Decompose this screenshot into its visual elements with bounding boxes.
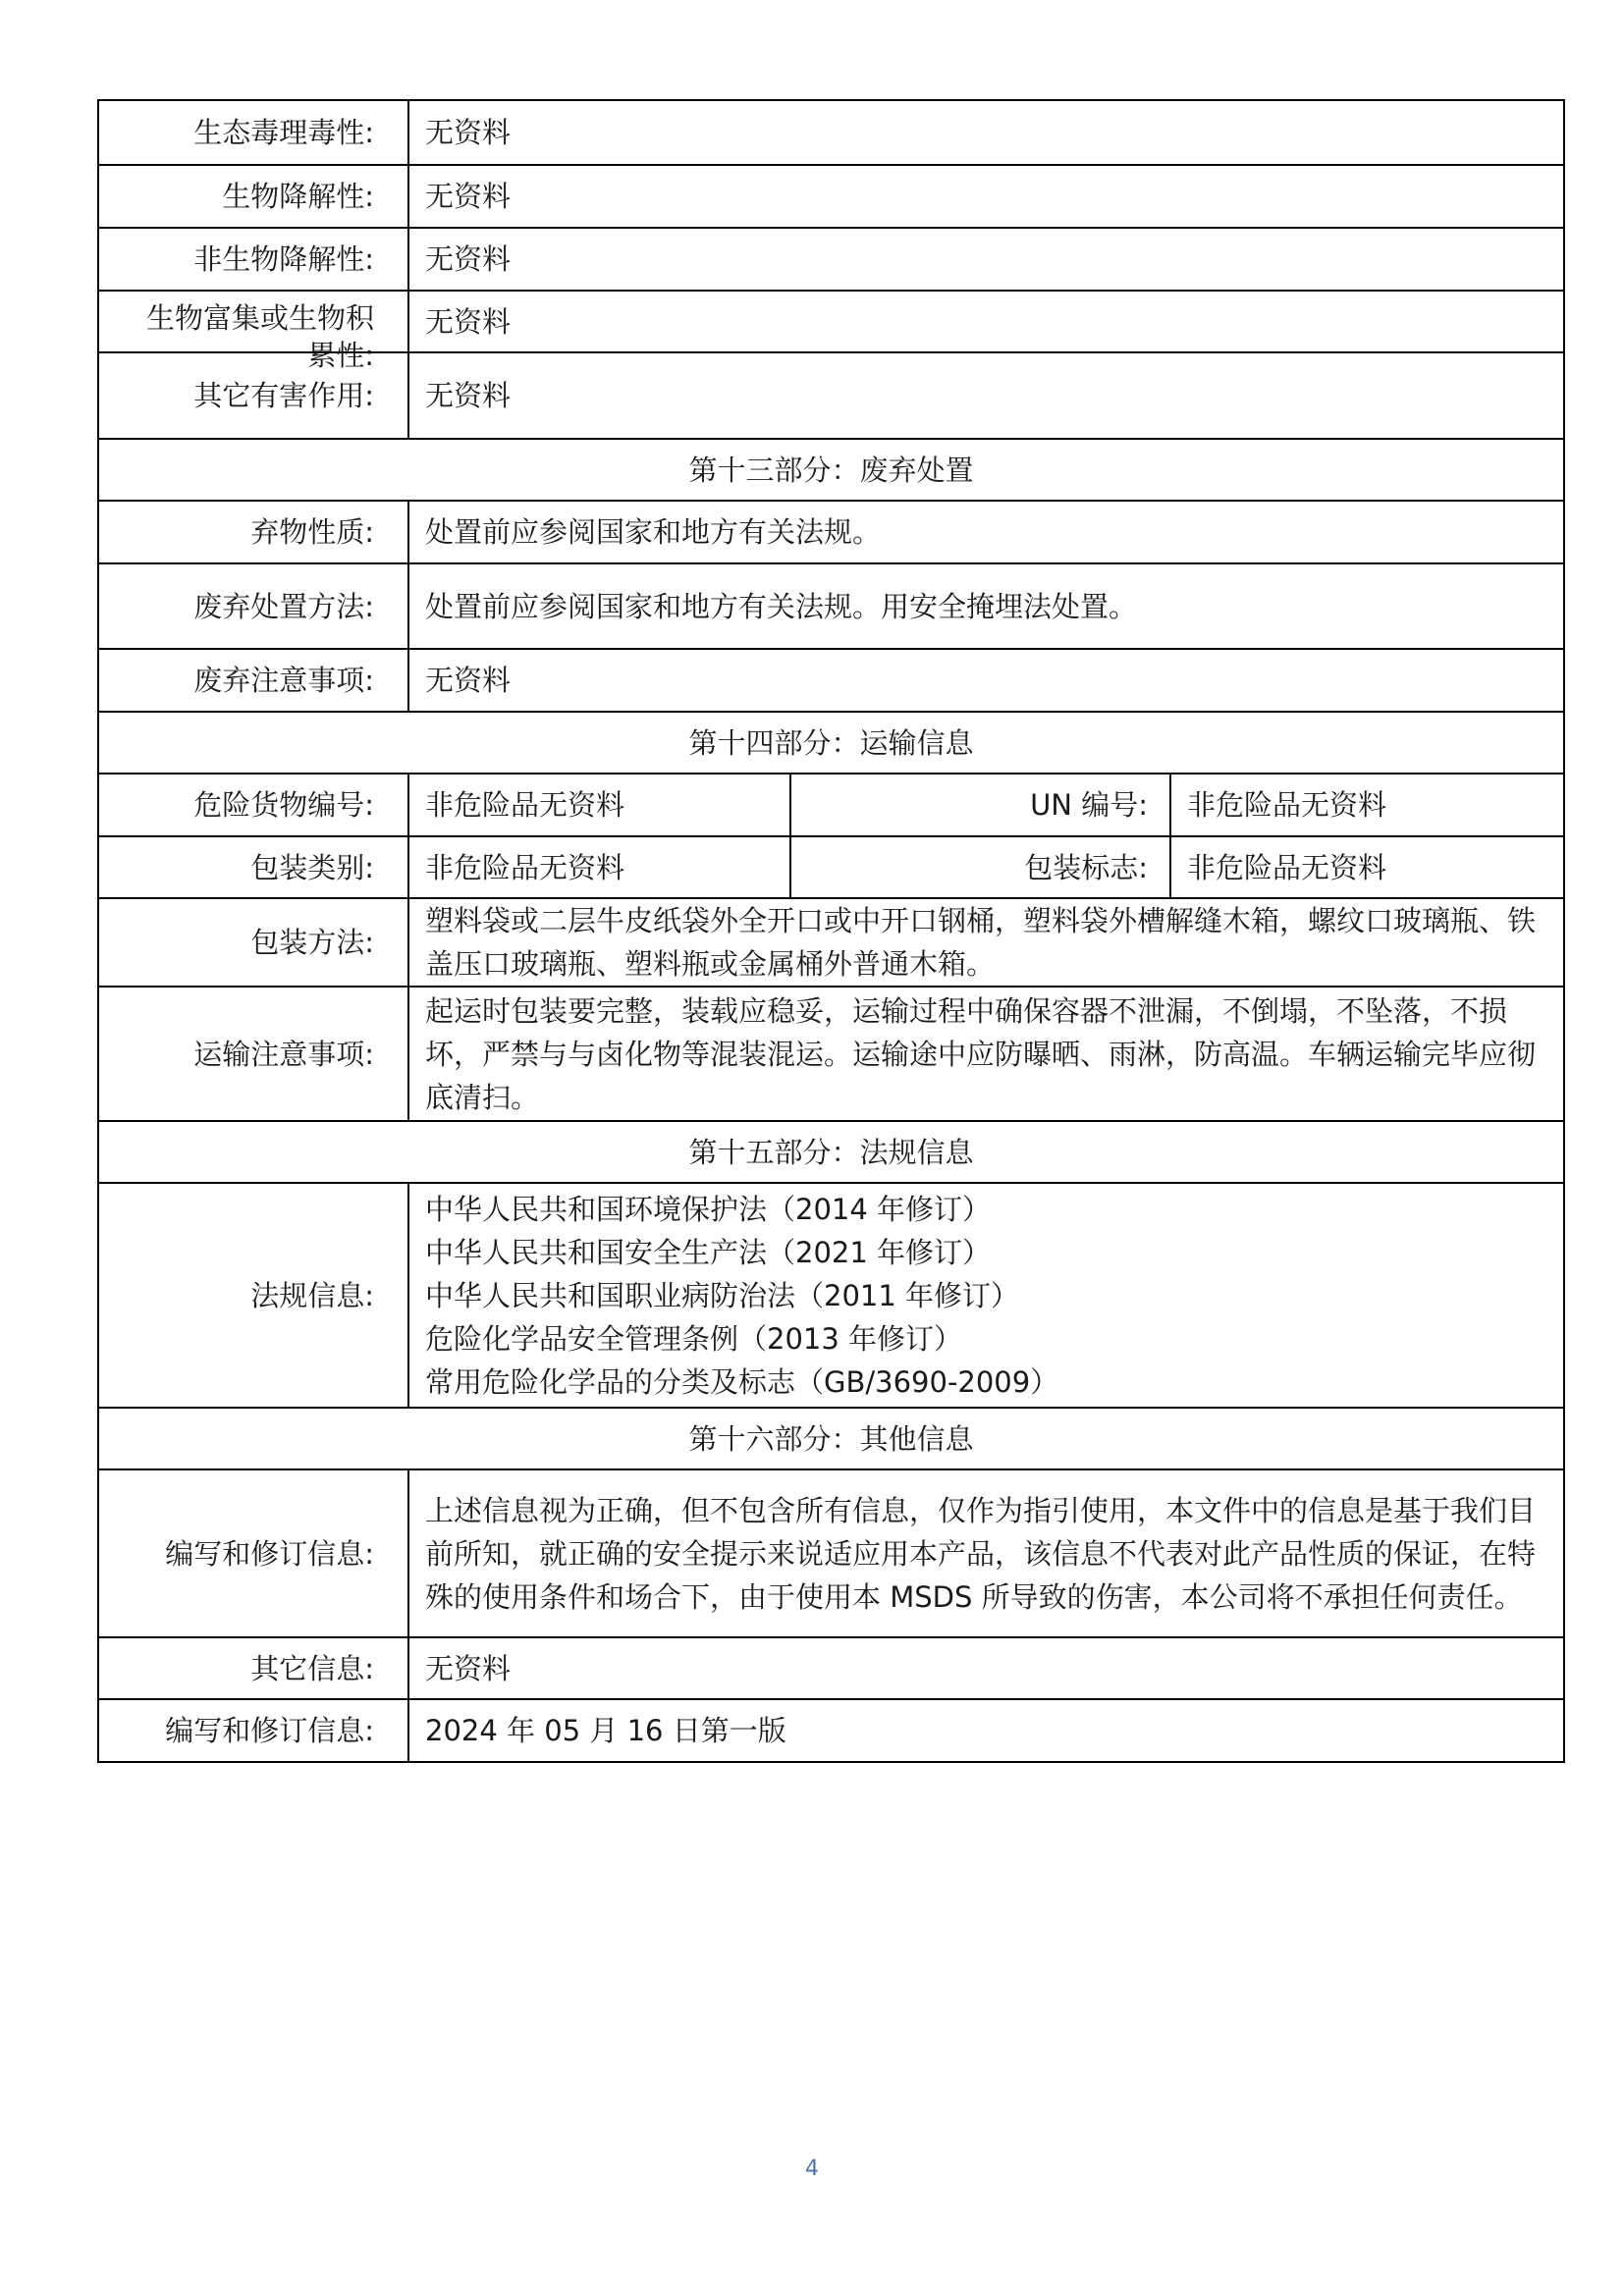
field-label: 运输注意事项: (98, 987, 408, 1121)
field-value: 无资料 (408, 649, 1564, 712)
section-title-13: 第十三部分：废弃处置 (98, 439, 1564, 501)
field-label: 废弃处置方法: (98, 563, 408, 649)
field-label: 包装方法: (98, 898, 408, 987)
table-row (98, 100, 1564, 165)
field-label (98, 291, 408, 372)
field-label: 生态毒理毒性: (98, 100, 408, 165)
field-value: 2024 年 05 月 16 日第一版 (408, 1699, 1564, 1762)
table-row (98, 987, 1564, 1121)
field-value: 起运时包装要完整，装载应稳妥，运输过程中确保容器不泄漏，不倒塌，不坠落，不损坏，严禁与与卤化物等混装混运。运输途中应防曝晒、雨淋，防高温。车辆运输完毕应彻底清扫。 (408, 987, 1564, 1121)
table-row (98, 774, 1564, 836)
field-value: 上述信息视为正确，但不包含所有信息，仅作为指引使用，本文件中的信息是基于我们目前所知，就正确的安全提示来说适应用本产品，该信息不代表对此产品性质的保证，在特殊的使用条件和场合下，由于使用本 MSDS 所导致的伤害，本公司将不承担任何责任。 (408, 1469, 1564, 1637)
table-row (98, 165, 1564, 228)
section-header-row (98, 1408, 1564, 1469)
field-value: 无资料 (408, 1637, 1564, 1699)
section-header-row (98, 1121, 1564, 1183)
table-row (98, 1699, 1564, 1762)
field-value: 非危险品无资料 (1170, 774, 1564, 836)
table-row (98, 836, 1564, 898)
table-row (98, 898, 1564, 987)
field-value: 处置前应参阅国家和地方有关法规。 (408, 501, 1564, 563)
table-row (98, 291, 1564, 352)
field-label: 非生物降解性: (98, 228, 408, 291)
table-row (98, 501, 1564, 563)
regulation-item: 中华人民共和国职业病防治法（2011 年修订） (425, 1278, 1020, 1312)
field-value: 无资料 (408, 165, 1564, 228)
field-label: 编写和修订信息: (98, 1469, 408, 1637)
regulation-item: 常用危险化学品的分类及标志（GB/3690-2009） (425, 1364, 1059, 1399)
table-row (98, 1637, 1564, 1699)
field-value: 无资料 (408, 291, 1564, 352)
field-value: 无资料 (408, 352, 1564, 439)
field-label: 弃物性质: (98, 501, 408, 563)
field-label: 危险货物编号: (98, 774, 408, 836)
section-title-14: 第十四部分：运输信息 (98, 712, 1564, 774)
field-value: 无资料 (408, 100, 1564, 165)
field-label: 废弃注意事项: (98, 649, 408, 712)
field-label: 包装标志: (790, 836, 1170, 898)
table-row (98, 563, 1564, 649)
field-label: 其它信息: (98, 1637, 408, 1699)
table-row (98, 649, 1564, 712)
regulation-list (408, 1183, 1564, 1408)
table-row (98, 228, 1564, 291)
section-header-row (98, 439, 1564, 501)
field-label-text: 生物富集或生物积累性: (145, 300, 374, 372)
section-title-15: 第十五部分：法规信息 (98, 1121, 1564, 1183)
page-number: 4 (805, 2157, 819, 2181)
field-value: 处置前应参阅国家和地方有关法规。用安全掩埋法处置。 (408, 563, 1564, 649)
regulation-item: 中华人民共和国安全生产法（2021 年修订） (425, 1235, 992, 1269)
table-row (98, 1469, 1564, 1637)
field-label: 生物降解性: (98, 165, 408, 228)
field-label: 其它有害作用: (98, 352, 408, 439)
regulation-item: 危险化学品安全管理条例（2013 年修订） (425, 1321, 963, 1356)
table-row (98, 1183, 1564, 1408)
field-value: 非危险品无资料 (408, 774, 790, 836)
field-value: 非危险品无资料 (1170, 836, 1564, 898)
regulation-item: 中华人民共和国环境保护法（2014 年修订） (425, 1192, 992, 1226)
section-title-16: 第十六部分：其他信息 (98, 1408, 1564, 1469)
sds-table (97, 99, 1565, 1763)
field-label: 法规信息: (98, 1183, 408, 1408)
section-header-row (98, 712, 1564, 774)
field-value: 非危险品无资料 (408, 836, 790, 898)
field-value: 无资料 (408, 228, 1564, 291)
field-label: 包装类别: (98, 836, 408, 898)
field-label: UN 编号: (790, 774, 1170, 836)
field-label: 编写和修订信息: (98, 1699, 408, 1762)
field-value: 塑料袋或二层牛皮纸袋外全开口或中开口钢桶，塑料袋外槽解缝木箱，螺纹口玻璃瓶、铁盖压口玻璃瓶、塑料瓶或金属桶外普通木箱。 (408, 898, 1564, 987)
